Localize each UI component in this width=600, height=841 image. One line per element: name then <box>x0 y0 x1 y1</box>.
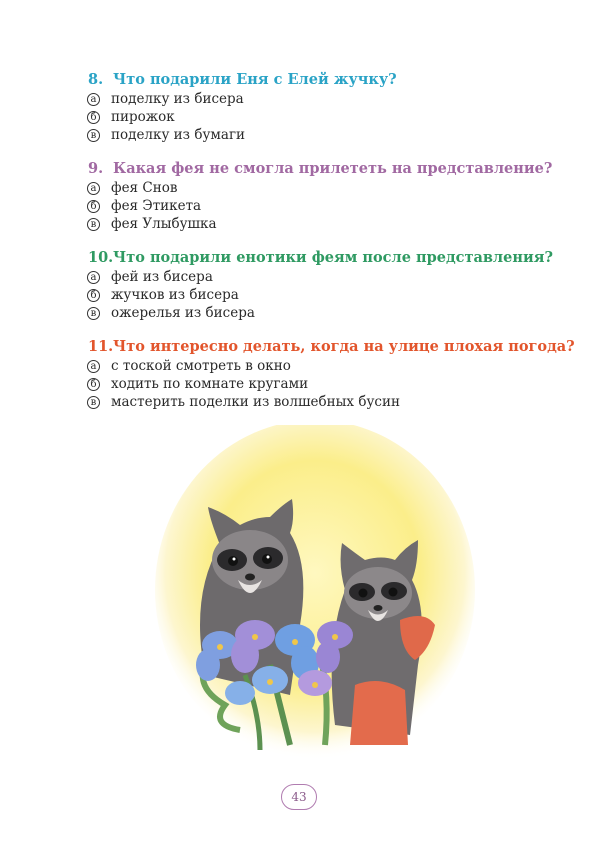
answer-letter-circle: в <box>87 396 100 409</box>
question-number: 10. <box>88 249 114 266</box>
answer-text: поделку из бумаги <box>111 127 246 143</box>
answer-option <box>87 126 568 144</box>
question-heading <box>88 70 568 90</box>
question-11 <box>88 337 575 411</box>
answer-letter-circle: а <box>87 271 100 284</box>
answer-text: фея Снов <box>111 180 178 196</box>
answer-text: с тоской смотреть в окно <box>111 358 291 374</box>
answer-option <box>87 179 568 197</box>
answer-option <box>87 215 568 233</box>
answer-option <box>87 357 568 375</box>
answer-letter-circle: а <box>87 182 100 195</box>
answer-option <box>87 197 568 215</box>
question-heading <box>88 159 568 179</box>
answer-letter-circle: в <box>87 307 100 320</box>
question-9 <box>88 159 568 233</box>
question-8 <box>88 70 568 144</box>
question-number: 11. <box>88 338 114 355</box>
answer-letter-circle: в <box>87 218 100 231</box>
answer-letter-circle: б <box>87 289 100 302</box>
answer-letter-circle: а <box>87 360 100 373</box>
answer-option <box>87 286 568 304</box>
answer-text: фея Улыбушка <box>111 216 217 232</box>
answer-letter-circle: б <box>87 378 100 391</box>
answer-letter-circle: б <box>87 111 100 124</box>
question-number: 9. <box>88 160 104 177</box>
answer-option <box>87 90 568 108</box>
question-text: Что подарили енотики феям после представления? <box>113 249 553 266</box>
answer-text: фея Этикета <box>111 198 202 214</box>
question-number: 8. <box>88 71 104 88</box>
question-text: Что подарили Еня с Елей жучку? <box>113 71 397 88</box>
page-number: 43 <box>281 784 317 810</box>
question-text: Что интересно делать, когда на улице плохая погода? <box>113 338 575 355</box>
answer-text: мастерить поделки из волшебных бусин <box>111 394 400 410</box>
answer-option <box>87 375 568 393</box>
answer-letter-circle: б <box>87 200 100 213</box>
questions-list <box>88 70 575 426</box>
answer-text: пирожок <box>111 109 175 125</box>
answer-text: ходить по комнате кругами <box>111 376 309 392</box>
answer-letter-circle: в <box>87 129 100 142</box>
answer-option <box>87 304 568 322</box>
answer-option <box>87 108 568 126</box>
answer-text: ожерелья из бисера <box>111 305 255 321</box>
answer-text: жучков из бисера <box>111 287 239 303</box>
question-heading <box>88 337 575 357</box>
question-heading <box>88 248 568 268</box>
answer-text: поделку из бисера <box>111 91 244 107</box>
answer-text: фей из бисера <box>111 269 213 285</box>
question-text: Какая фея не смогла прилететь на представление? <box>113 160 553 177</box>
raccoons-with-flowers-illustration <box>150 425 480 770</box>
answer-option <box>87 268 568 286</box>
answer-letter-circle: а <box>87 93 100 106</box>
question-10 <box>88 248 568 322</box>
answer-option <box>87 393 568 411</box>
